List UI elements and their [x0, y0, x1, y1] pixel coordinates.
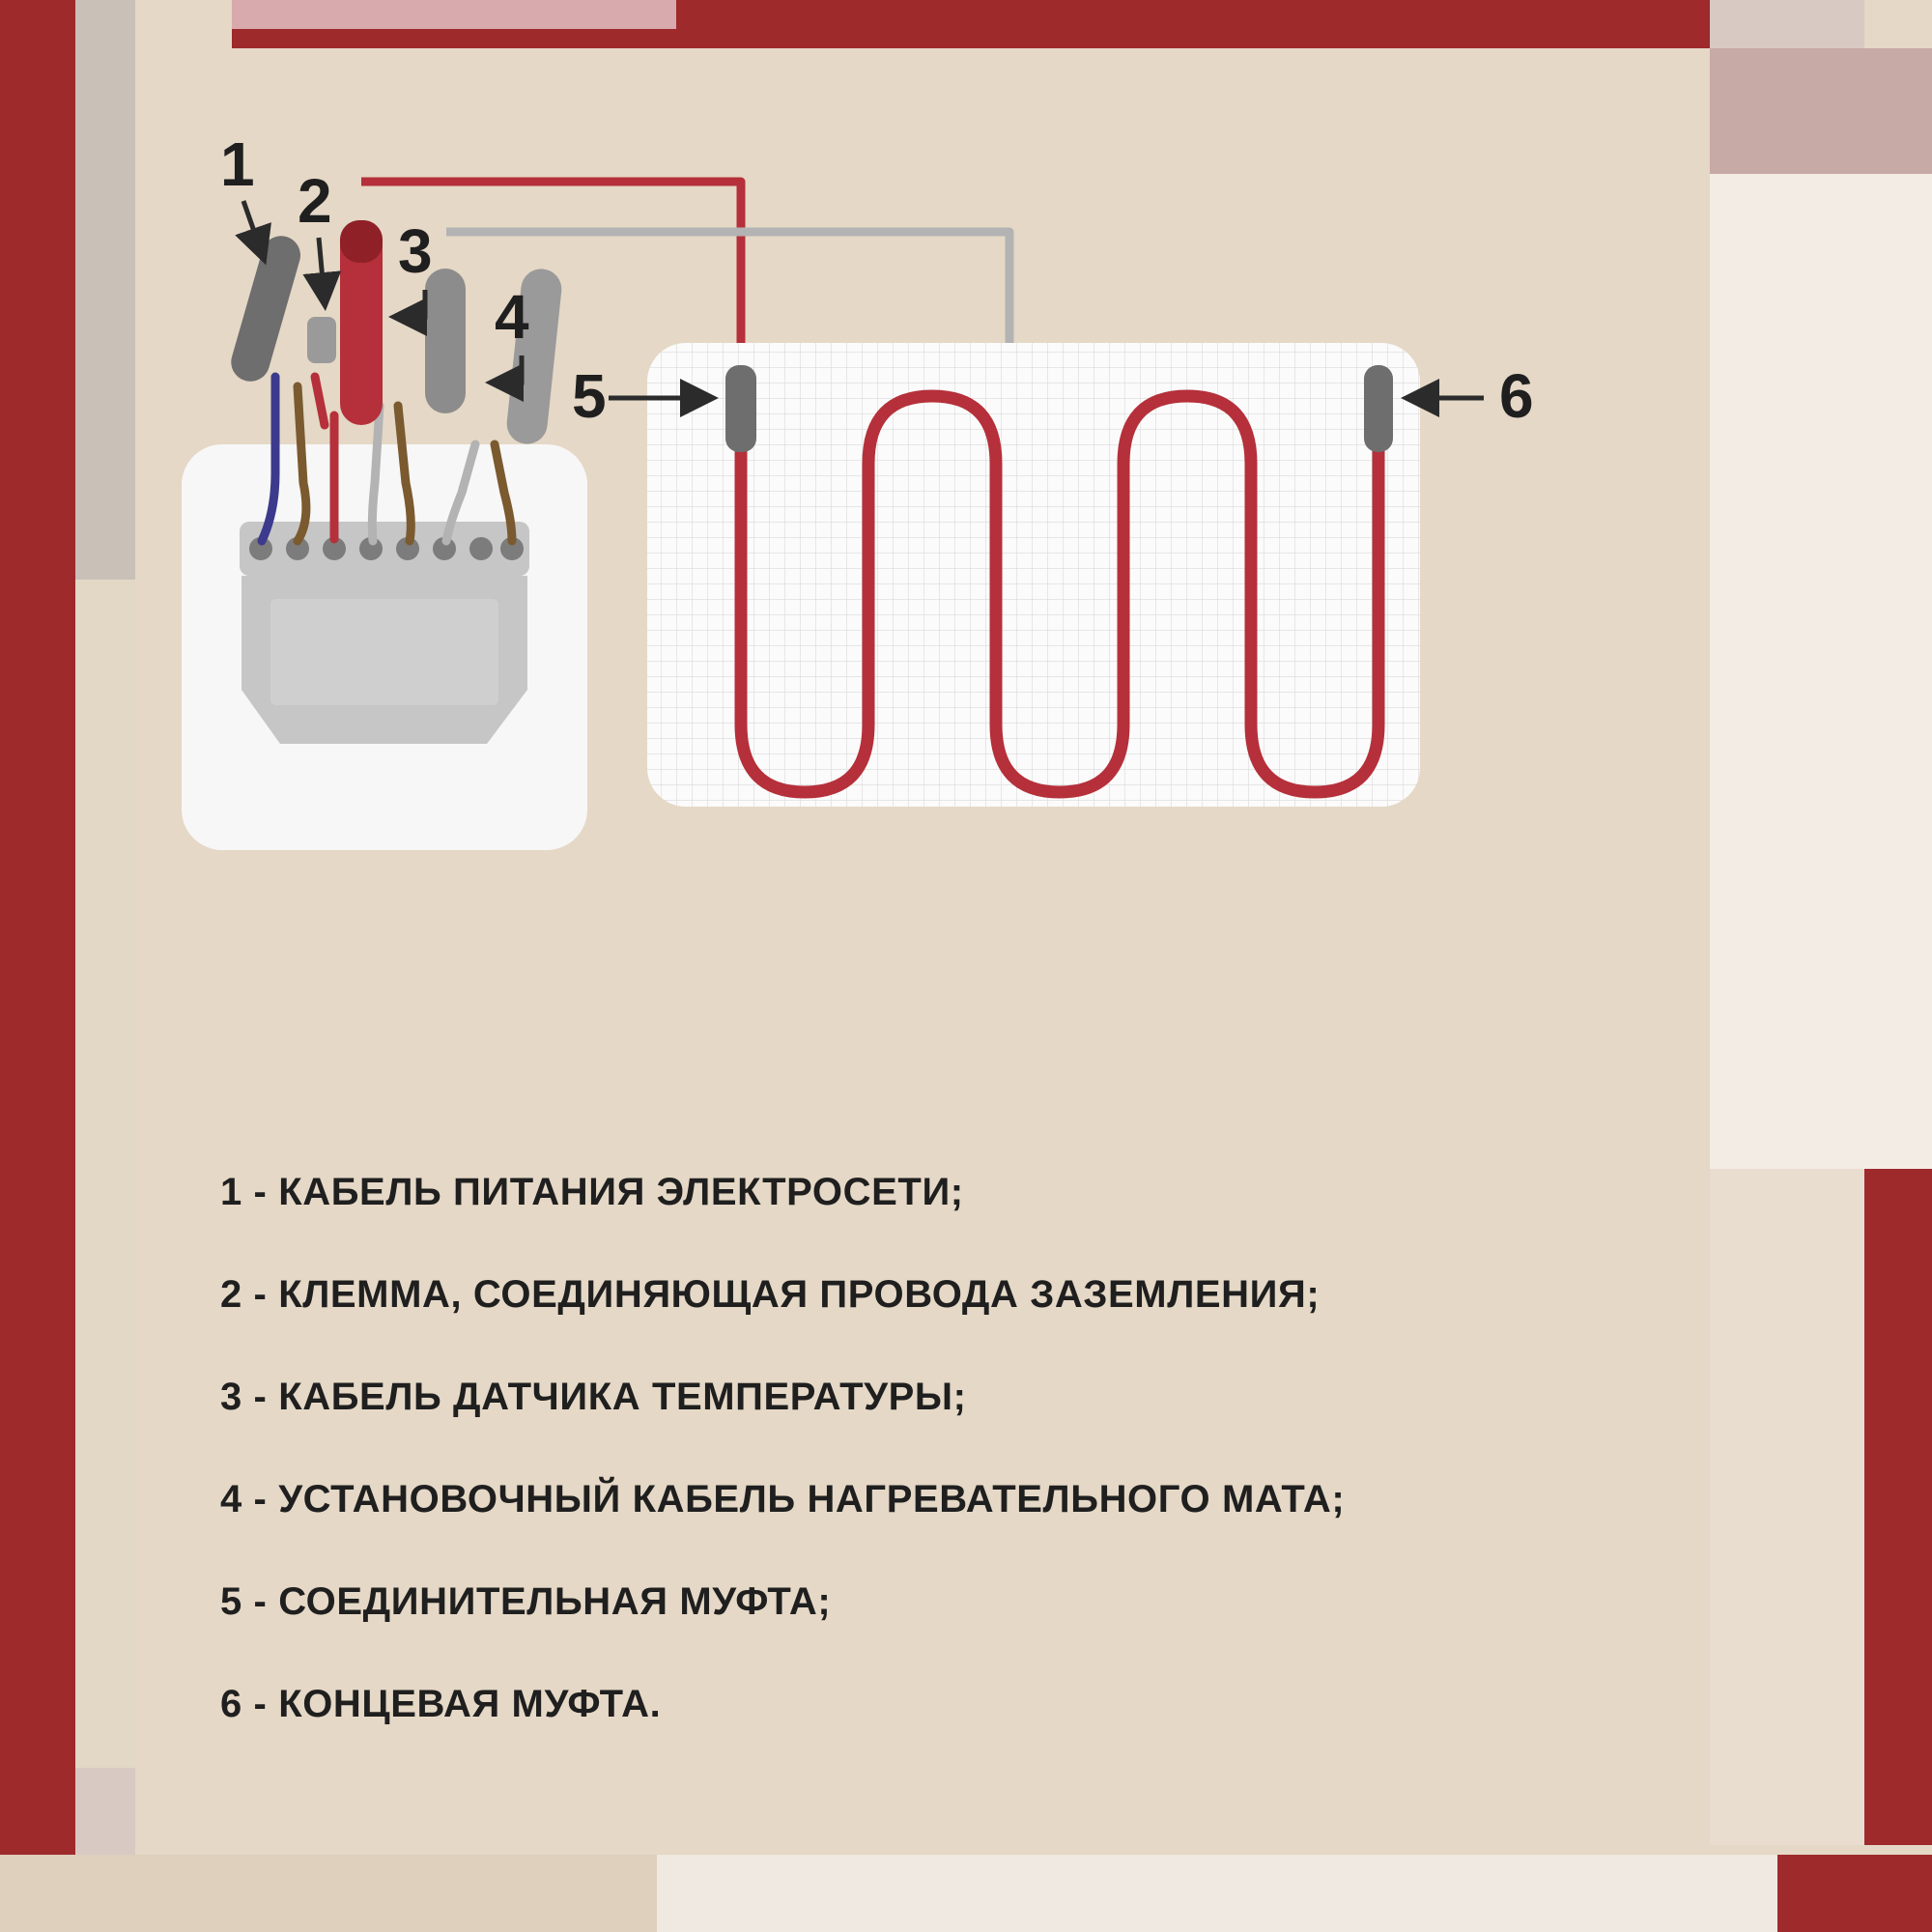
background-bottom-grey-pixel: [75, 1768, 135, 1855]
background-bottom-right-block: [657, 1855, 1932, 1932]
background-right-red-bar: [1864, 1169, 1932, 1845]
callout-5: 5: [572, 361, 607, 431]
background-left-red-bar: [0, 0, 75, 1855]
heating-mat: [647, 343, 1420, 807]
temperature-sensor-connector: [425, 269, 466, 413]
legend-list: [220, 1169, 1785, 1727]
callout-4: 4: [495, 282, 529, 352]
callout-1: 1: [220, 129, 255, 199]
legend-item-2: 2 - КЛЕММА, СОЕДИНЯЮЩАЯ ПРОВОДА ЗАЗЕМЛЕНИЯ;: [220, 1273, 1321, 1316]
legend-item-1: 1 - КАБЕЛЬ ПИТАНИЯ ЭЛЕКТРОСЕТИ;: [220, 1171, 964, 1213]
callout-6: 6: [1499, 361, 1534, 431]
red-sleeve-connector: [340, 220, 383, 425]
background-top-pink-bar: [232, 0, 676, 29]
legend-item-3: 3 - КАБЕЛЬ ДАТЧИКА ТЕМПЕРАТУРЫ;: [220, 1376, 967, 1418]
background-left-beige-block: [75, 580, 135, 1855]
end-coupler: [1364, 365, 1393, 452]
background-left-grey-block: [75, 0, 135, 580]
background-bottom-red-block: [1777, 1855, 1932, 1932]
callout-3: 3: [398, 216, 433, 286]
legend-item-5: 5 - СОЕДИНИТЕЛЬНАЯ МУФТА;: [220, 1580, 832, 1623]
wiring-diagram: [135, 58, 1835, 1101]
legend-item-6: 6 - КОНЦЕВАЯ МУФТА.: [220, 1683, 662, 1725]
power-cable-connector: [227, 232, 305, 386]
thermostat-box: [182, 444, 587, 850]
background-bottom-left-block: [0, 1855, 657, 1932]
legend-item-4: 4 - УСТАНОВОЧНЫЙ КАБЕЛЬ НАГРЕВАТЕЛЬНОГО МАТА;: [220, 1478, 1346, 1520]
earth-clamp: [307, 317, 336, 363]
callout-2: 2: [298, 166, 332, 236]
connection-coupler: [725, 365, 756, 452]
